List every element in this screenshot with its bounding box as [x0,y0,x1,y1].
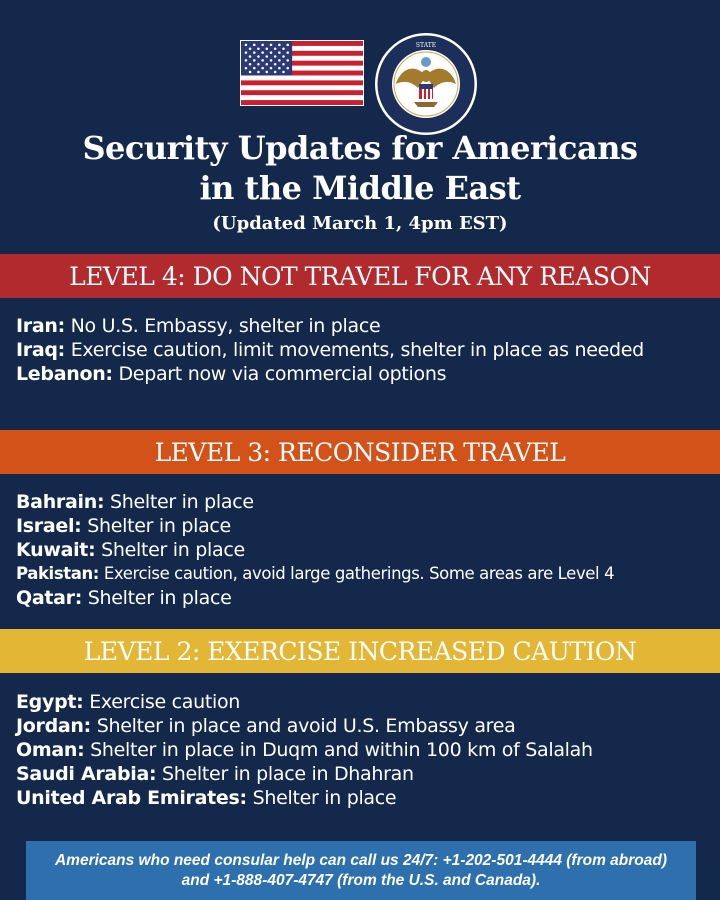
country-name: Oman: [16,739,85,761]
country-name: Saudi Arabia: [16,763,157,785]
level-3-heading: LEVEL 3: RECONSIDER TRAVEL [154,437,566,467]
list-item [16,762,706,786]
advisory-text: Shelter in place [104,491,254,513]
page-title [0,128,720,208]
level-3-banner [0,430,720,474]
consular-help-footer [26,841,696,900]
country-name: United Arab Emirates: [16,787,247,809]
country-name: Israel: [16,515,82,537]
advisory-text: Exercise caution, avoid large gatherings. Some areas are Level 4 [99,564,615,583]
list-item [16,714,706,738]
advisory-text: Shelter in place [246,787,397,809]
level-4-list [16,314,706,386]
country-name: Kuwait: [16,539,96,561]
advisory-text: Exercise caution [83,691,241,713]
department-of-state-seal-icon [374,32,478,136]
title-line-1: Security Updates for Americans [82,129,638,167]
advisory-text: Shelter in place in Dhahran [156,763,414,785]
level-3-list [16,490,706,610]
level-2-list [16,690,706,810]
list-item [16,738,706,762]
list-item [16,490,706,514]
list-item [16,514,706,538]
advisory-text: Exercise caution, limit movements, shelter in place as needed [64,339,644,361]
country-name: Lebanon: [16,363,113,385]
list-item [16,314,706,338]
updated-date: (Updated March 1, 4pm EST) [212,213,508,234]
advisory-text: Depart now via commercial options [112,363,447,385]
country-name: Qatar: [16,587,83,609]
consular-help-text: Americans who need consular help can call us 24/7: +1-202-501-4444 (from abroad) and +1-888-407-4747 (from the U.S. and Canada). [54,851,668,889]
country-name: Pakistan: [16,564,100,583]
us-flag-icon [240,40,364,106]
advisory-text: Shelter in place in Duqm and within 100 km of Salalah [84,739,593,761]
level-2-banner [0,629,720,673]
level-4-heading: LEVEL 4: DO NOT TRAVEL FOR ANY REASON [69,261,651,291]
list-item [16,690,706,714]
svg-text:STATE: STATE [415,42,437,49]
advisory-text: Shelter in place [82,587,232,609]
title-line-2: in the Middle East [199,169,521,207]
level-2-heading: LEVEL 2: EXERCISE INCREASED CAUTION [83,636,637,666]
country-name: Iran: [16,315,65,337]
country-name: Bahrain: [16,491,105,513]
list-item [16,586,706,610]
advisory-text: Shelter in place [81,515,231,537]
list-item [16,786,706,810]
country-name: Egypt: [16,691,84,713]
country-name: Jordan: [16,715,91,737]
advisory-text: Shelter in place [95,539,245,561]
emblems [0,30,720,130]
advisory-text: Shelter in place and avoid U.S. Embassy area [90,715,516,737]
level-4-banner [0,254,720,298]
list-item [16,362,706,386]
list-item [16,538,706,562]
list-item [16,562,706,586]
list-item [16,338,706,362]
advisory-text: No U.S. Embassy, shelter in place [64,315,381,337]
country-name: Iraq: [16,339,65,361]
